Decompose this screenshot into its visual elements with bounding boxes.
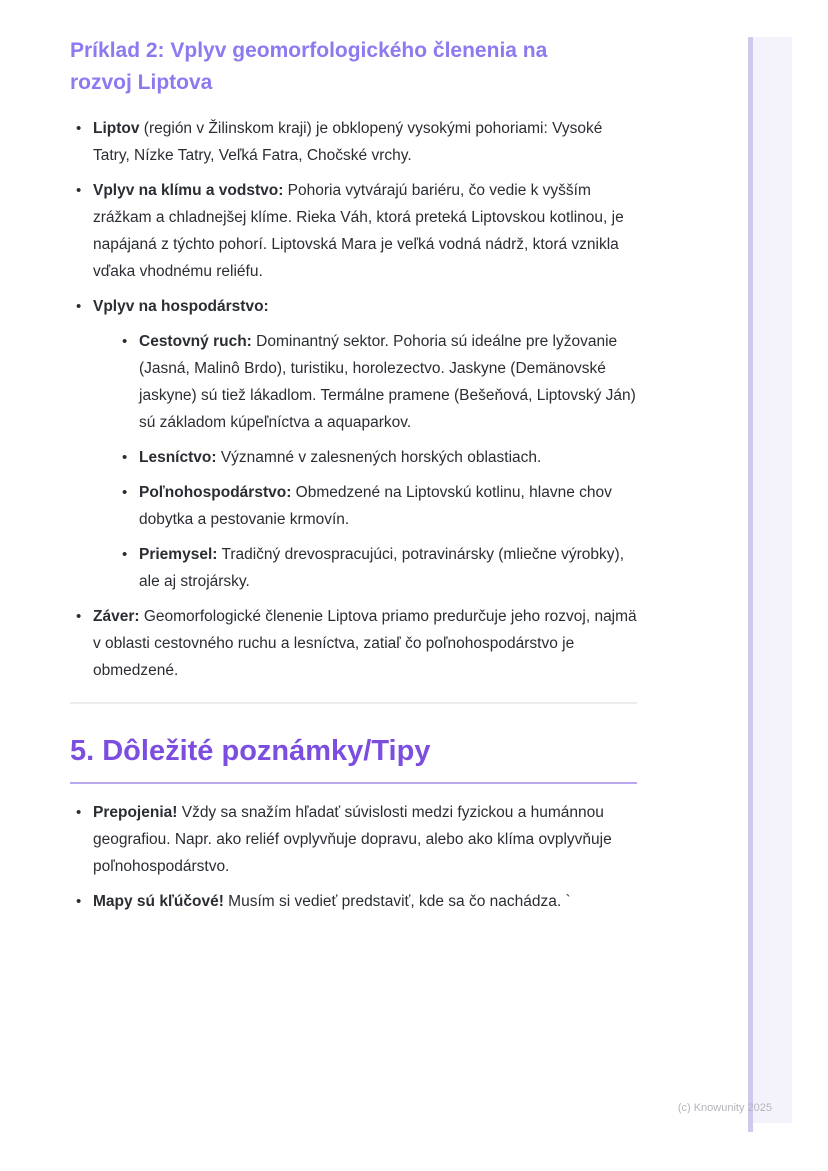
bullet-text: Vždy sa snažím hľadať súvislosti medzi fyzickou a humánnou geografiou. Napr. ako reliéf ovplyvňuje dopravu, alebo ako klíma ovplyvňuje poľnohospodárstvo. — [93, 804, 612, 875]
notes-heading: 5. Dôležité poznámky/Tipy — [70, 735, 431, 767]
bullet-lead: Cestovný ruch: — [139, 333, 252, 350]
list-item-klima-vodstvo — [70, 177, 637, 285]
bullet-text: Musím si vedieť predstaviť, kde sa čo nachádza. ` — [223, 893, 571, 910]
bullet-lead: Priemysel: — [139, 546, 218, 563]
bullet-lead: Mapy sú kľúčové! — [93, 893, 224, 910]
bullet-text: Významné v zalesnených horských oblastiach. — [216, 449, 542, 466]
page-content — [70, 0, 637, 923]
page-edge-bar — [748, 37, 753, 1132]
bullet-text: (región v Žilinskom kraji) je obklopený vysokými pohoriami: Vysoké Tatry, Nízke Tatry, Veľká Fatra, Chočské vrchy. — [93, 120, 603, 164]
list-item-hospodarstvo — [70, 293, 637, 595]
list-item-liptov — [70, 115, 637, 169]
heading-underline — [70, 782, 637, 784]
bullet-lead: Lesníctvo: — [139, 449, 217, 466]
list-item-zaver — [70, 603, 637, 684]
bullet-text: Dominantný sektor. Pohoria sú ideálne pre lyžovanie (Jasná, Malinô Brdo), turistiku, horolezectvo. Jaskyne (Demänovské jaskyne) sú tiež lákadlom. Termálne pramene (Bešeňová, Liptovský Ján) sú základom kúpeľníctva a aquaparkov. — [139, 333, 636, 431]
notes-bullet-list — [70, 799, 637, 915]
bullet-lead: Prepojenia! — [93, 804, 178, 821]
copyright-footer: (c) Knowunity 2025 — [677, 1102, 772, 1114]
bullet-lead: Vplyv na hospodárstvo: — [93, 298, 269, 315]
section-divider — [70, 702, 637, 704]
example-bullet-list — [70, 115, 637, 684]
page-edge-panel — [753, 37, 792, 1123]
sub-item-priemysel — [116, 541, 637, 595]
list-item-mapy — [70, 888, 637, 915]
example-heading: Príklad 2: Vplyv geomorfologického členenia na rozvoj Liptova — [70, 39, 548, 94]
sub-item-polnohospodarstvo — [116, 479, 637, 533]
bullet-text: Tradičný drevospracujúci, potravinársky (mliečne výrobky), ale aj strojársky. — [139, 546, 625, 590]
sub-item-cestovny-ruch — [116, 328, 637, 436]
bullet-lead: Liptov — [93, 120, 140, 137]
bullet-text: Geomorfologické členenie Liptova priamo predurčuje jeho rozvoj, najmä v oblasti cestovného ruchu a lesníctva, zatiaľ čo poľnohospodárstvo je obmedzené. — [93, 608, 637, 679]
bullet-lead: Záver: — [93, 608, 140, 625]
list-item-prepojenia — [70, 799, 637, 880]
bullet-lead: Vplyv na klímu a vodstvo: — [93, 182, 284, 199]
bullet-text: Pohoria vytvárajú bariéru, čo vedie k vyšším zrážkam a chladnejšej klíme. Rieka Váh, ktorá preteká Liptovskou kotlinou, je napájaná z týchto pohorí. Liptovská Mara je veľká vodná nádrž, ktorá vznikla vďaka vhodnému reliéfu. — [93, 182, 624, 280]
economy-sub-list — [116, 328, 637, 595]
sub-item-lesnictvo — [116, 444, 637, 471]
bullet-lead: Poľnohospodárstvo: — [139, 484, 292, 501]
bullet-text: Obmedzené na Liptovskú kotlinu, hlavne chov dobytka a pestovanie krmovín. — [139, 484, 612, 528]
